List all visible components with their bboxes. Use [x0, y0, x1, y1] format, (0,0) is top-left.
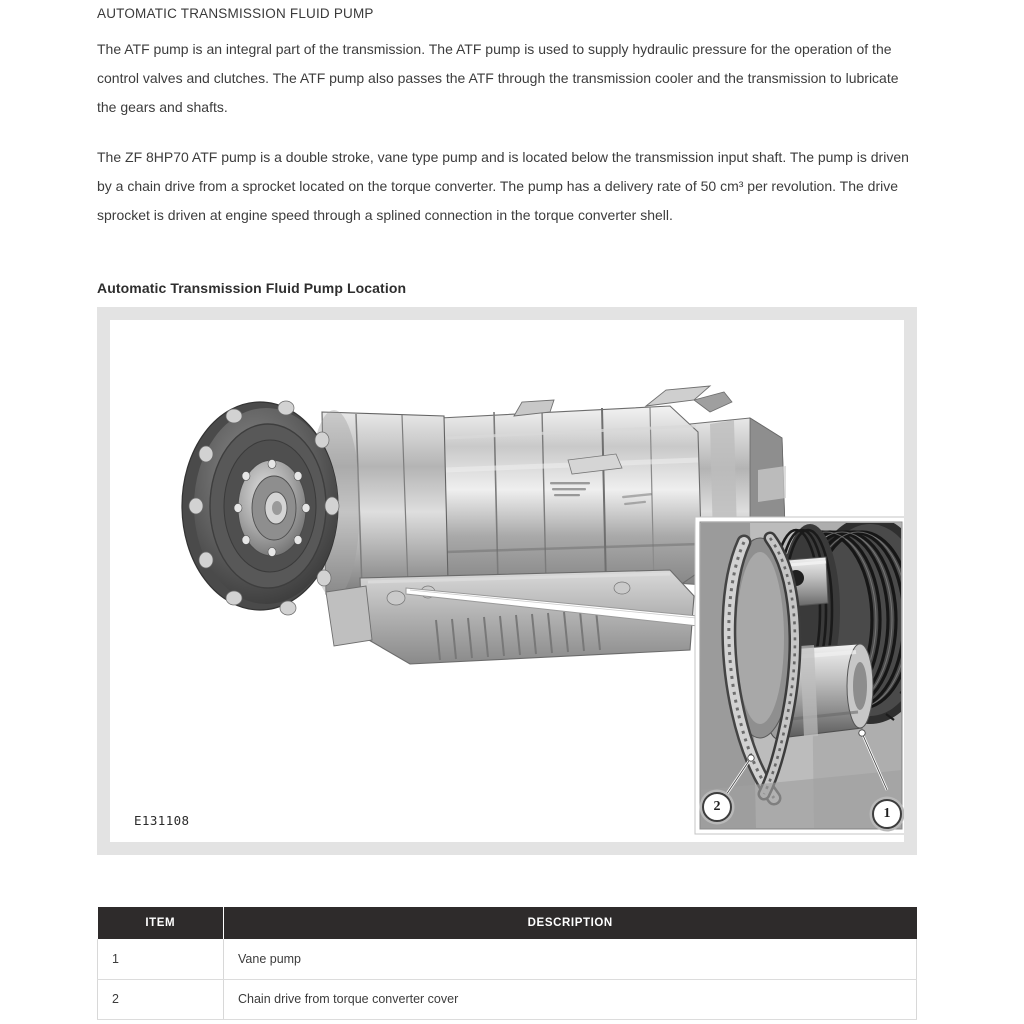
callout-bubble-1: 1 — [872, 799, 902, 829]
figure-frame — [97, 307, 917, 855]
transmission-illustration — [110, 320, 904, 842]
table-row — [98, 939, 917, 979]
inset-detail-panel — [695, 516, 904, 834]
cell-item-description: Chain drive from torque converter cover — [224, 979, 917, 1019]
cell-item-number: 1 — [98, 939, 224, 979]
column-header-description: DESCRIPTION — [224, 907, 917, 939]
callout-bubble-2: 2 — [702, 792, 732, 822]
figure-id-label: E131108 — [134, 813, 190, 828]
column-header-item: ITEM — [98, 907, 224, 939]
cell-item-description: Vane pump — [224, 939, 917, 979]
table-row — [98, 979, 917, 1019]
cell-item-number: 2 — [98, 979, 224, 1019]
figure-image — [110, 320, 904, 842]
figure-heading: Automatic Transmission Fluid Pump Location — [97, 280, 407, 296]
table-header-row — [98, 907, 917, 939]
paragraph-1: The ATF pump is an integral part of the transmission. The ATF pump is used to supply hydraulic pressure for the operation of the control valves and clutches. The ATF pump also passes the ATF through the transmission cooler and the transmission to lubricate the gears and shafts. — [97, 41, 899, 115]
page-title: AUTOMATIC TRANSMISSION FLUID PUMP — [97, 6, 374, 21]
paragraph-2: The ZF 8HP70 ATF pump is a double stroke, vane type pump and is located below the transmission input shaft. The pump is driven by a chain drive from a sprocket located on the torque converter. The pump has a delivery rate of 50 cm³ per revolution. The drive sprocket is driven at engine speed through a splined connection in the torque converter shell. — [97, 149, 909, 223]
item-description-table — [97, 907, 917, 1020]
